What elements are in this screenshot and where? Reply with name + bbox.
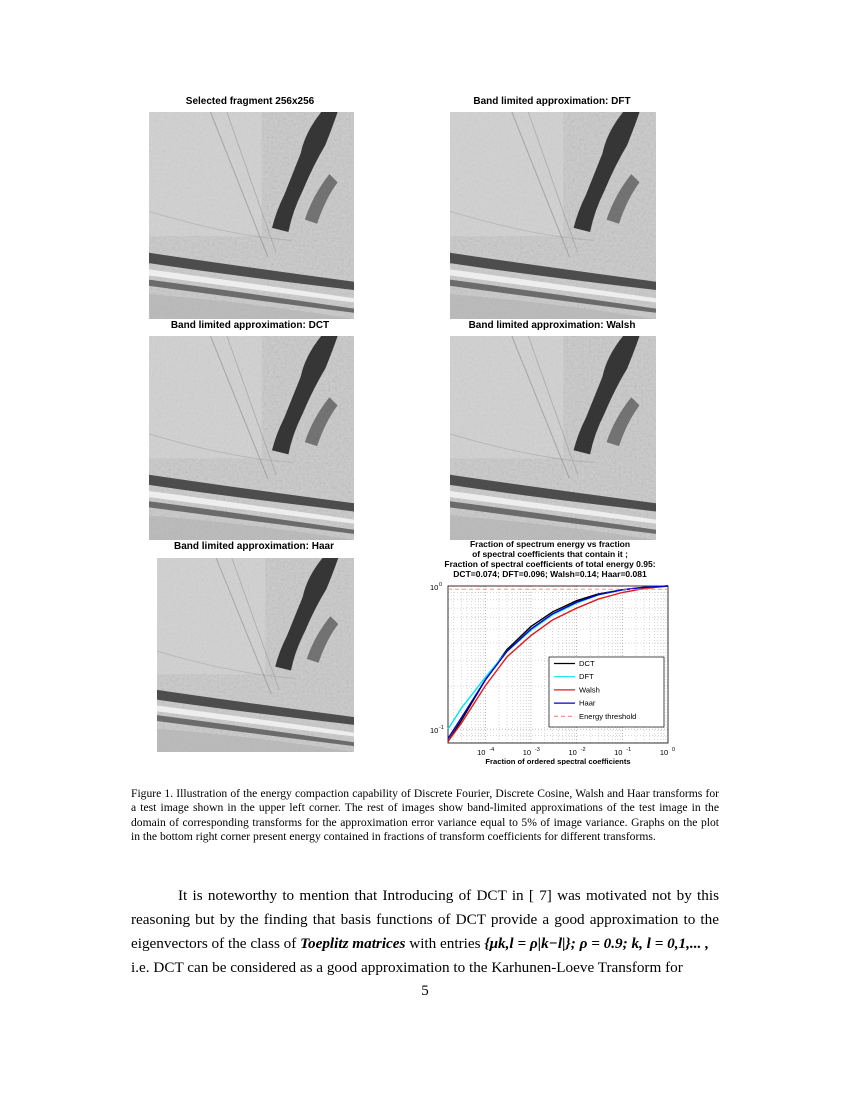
- body-text: [131, 884, 719, 980]
- chart-title: [420, 539, 680, 579]
- x-tick-label: 10: [568, 748, 577, 757]
- formula: {μk,l = ρ|k−l|}; ρ = 0.9; k, l = 0,1,... ,: [484, 935, 709, 952]
- chart-title-line: DCT=0.074; DFT=0.096; Walsh=0.14; Haar=0.081: [453, 569, 647, 579]
- y-tick-label: 10: [430, 726, 439, 736]
- chart-title-line: of spectral coefficients that contain it ;: [472, 549, 628, 559]
- chart-title-line: Fraction of spectral coefficients of total energy 0.95:: [444, 559, 656, 569]
- emphasis-text: Toeplitz matrices: [300, 935, 406, 952]
- paragraph: i.e. DCT can be considered as a good approximation to the Karhunen-Loeve Transform for: [131, 959, 683, 976]
- x-axis-label: Fraction of ordered spectral coefficients: [485, 757, 631, 765]
- panel-title-dct: Band limited approximation: DCT: [170, 320, 330, 331]
- paragraph: [131, 884, 719, 956]
- paragraph-text: with entries: [405, 935, 485, 952]
- x-tick-label: 10: [477, 748, 486, 757]
- legend-label: Walsh: [579, 685, 600, 695]
- photo-drawing: [450, 336, 656, 540]
- paragraph-text: It is noteworthy to mention that Introducing of DCT in [ 7] was motivated not by this reasoning but by the finding that basis functions of DCT provide a good approximation to the eigenvectors of the class of: [131, 887, 719, 952]
- panel-title-original: Selected fragment 256x256: [185, 96, 315, 107]
- image-dct: [149, 336, 354, 540]
- x-tick-exponent: -3: [534, 747, 540, 753]
- x-tick-exponent: 0: [672, 747, 676, 753]
- legend-label: Haar: [579, 698, 596, 708]
- legend: [549, 657, 664, 727]
- image-original: [149, 112, 354, 319]
- legend-label: Energy threshold: [579, 711, 637, 721]
- photo-drawing: [149, 112, 354, 319]
- x-tick-exponent: -1: [626, 747, 632, 753]
- chart-title-line: Fraction of spectrum energy vs fraction: [469, 539, 631, 549]
- y-tick-exponent: -1: [439, 725, 444, 732]
- page-number: 5: [421, 983, 429, 999]
- legend-label: DCT: [579, 659, 595, 668]
- x-tick-exponent: -4: [489, 747, 495, 753]
- image-walsh: [450, 336, 656, 540]
- image-dft: [450, 112, 656, 319]
- panel-title-haar: Band limited approximation: Haar: [173, 541, 335, 552]
- photo-drawing: [157, 558, 354, 752]
- x-tick-label: 10: [522, 748, 532, 757]
- x-tick-exponent: -2: [580, 747, 586, 753]
- x-tick-label: 10: [659, 748, 669, 757]
- x-tick-label: 10: [614, 748, 623, 757]
- legend-label: DFT: [579, 672, 594, 682]
- image-haar: [157, 558, 354, 752]
- photo-drawing: [450, 112, 656, 319]
- photo-drawing: [149, 336, 354, 540]
- energy-compaction-chart: [420, 580, 685, 765]
- figure-caption: Figure 1. Illustration of the energy compaction capability of Discrete Fourier, Discrete Cosine, Walsh and Haar transforms for a test image shown in the upper left corner. The rest of images show band-limited approximations of the test image in the domain of corresponding transforms for the approximation error variance equal to 5% of image variance. Graphs on the plot in the bottom right corner present energy contained in fractions of transform coefficients for different transforms.: [131, 787, 719, 844]
- y-tick-exponent: 0: [439, 582, 443, 588]
- y-tick-label: 10: [430, 583, 439, 592]
- panel-title-dft: Band limited approximation: DFT: [473, 96, 631, 107]
- panel-title-walsh: Band limited approximation: Walsh: [468, 320, 636, 331]
